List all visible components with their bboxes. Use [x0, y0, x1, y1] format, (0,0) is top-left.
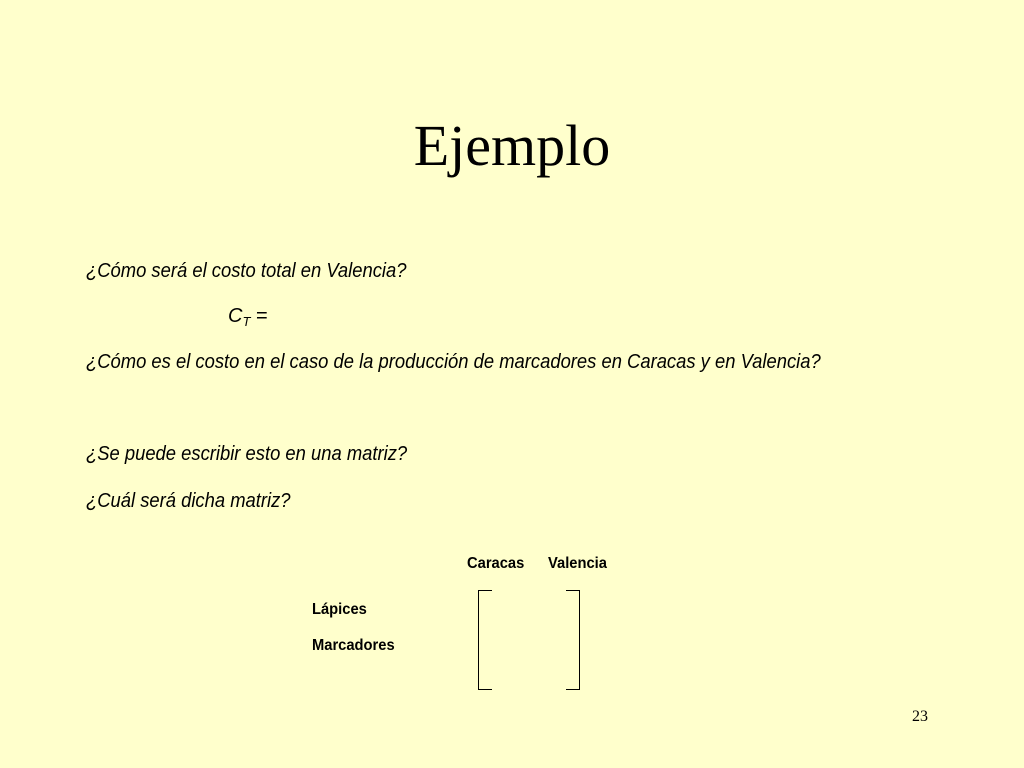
row-label-marcadores: Marcadores	[312, 637, 395, 654]
question-which-matrix: ¿Cuál será dicha matriz?	[86, 490, 291, 512]
column-header-valencia: Valencia	[548, 555, 607, 572]
total-cost-formula	[228, 303, 268, 329]
formula-symbol: C	[228, 305, 243, 327]
matrix-left-bracket	[478, 590, 492, 690]
matrix-right-bracket	[566, 590, 580, 690]
page-number: 23	[912, 708, 928, 725]
slide-title: Ejemplo	[413, 113, 611, 178]
question-matrix: ¿Se puede escribir esto en una matriz?	[86, 443, 408, 465]
question-total-cost: ¿Cómo será el costo total en Valencia?	[86, 260, 407, 282]
column-header-caracas: Caracas	[467, 555, 525, 572]
question-marker-cost: ¿Cómo es el costo en el caso de la producción de marcadores en Caracas y en Valencia?	[86, 351, 821, 373]
formula-subscript: T	[242, 314, 251, 329]
row-label-lapices: Lápices	[312, 601, 367, 618]
formula-equals: =	[250, 305, 268, 327]
